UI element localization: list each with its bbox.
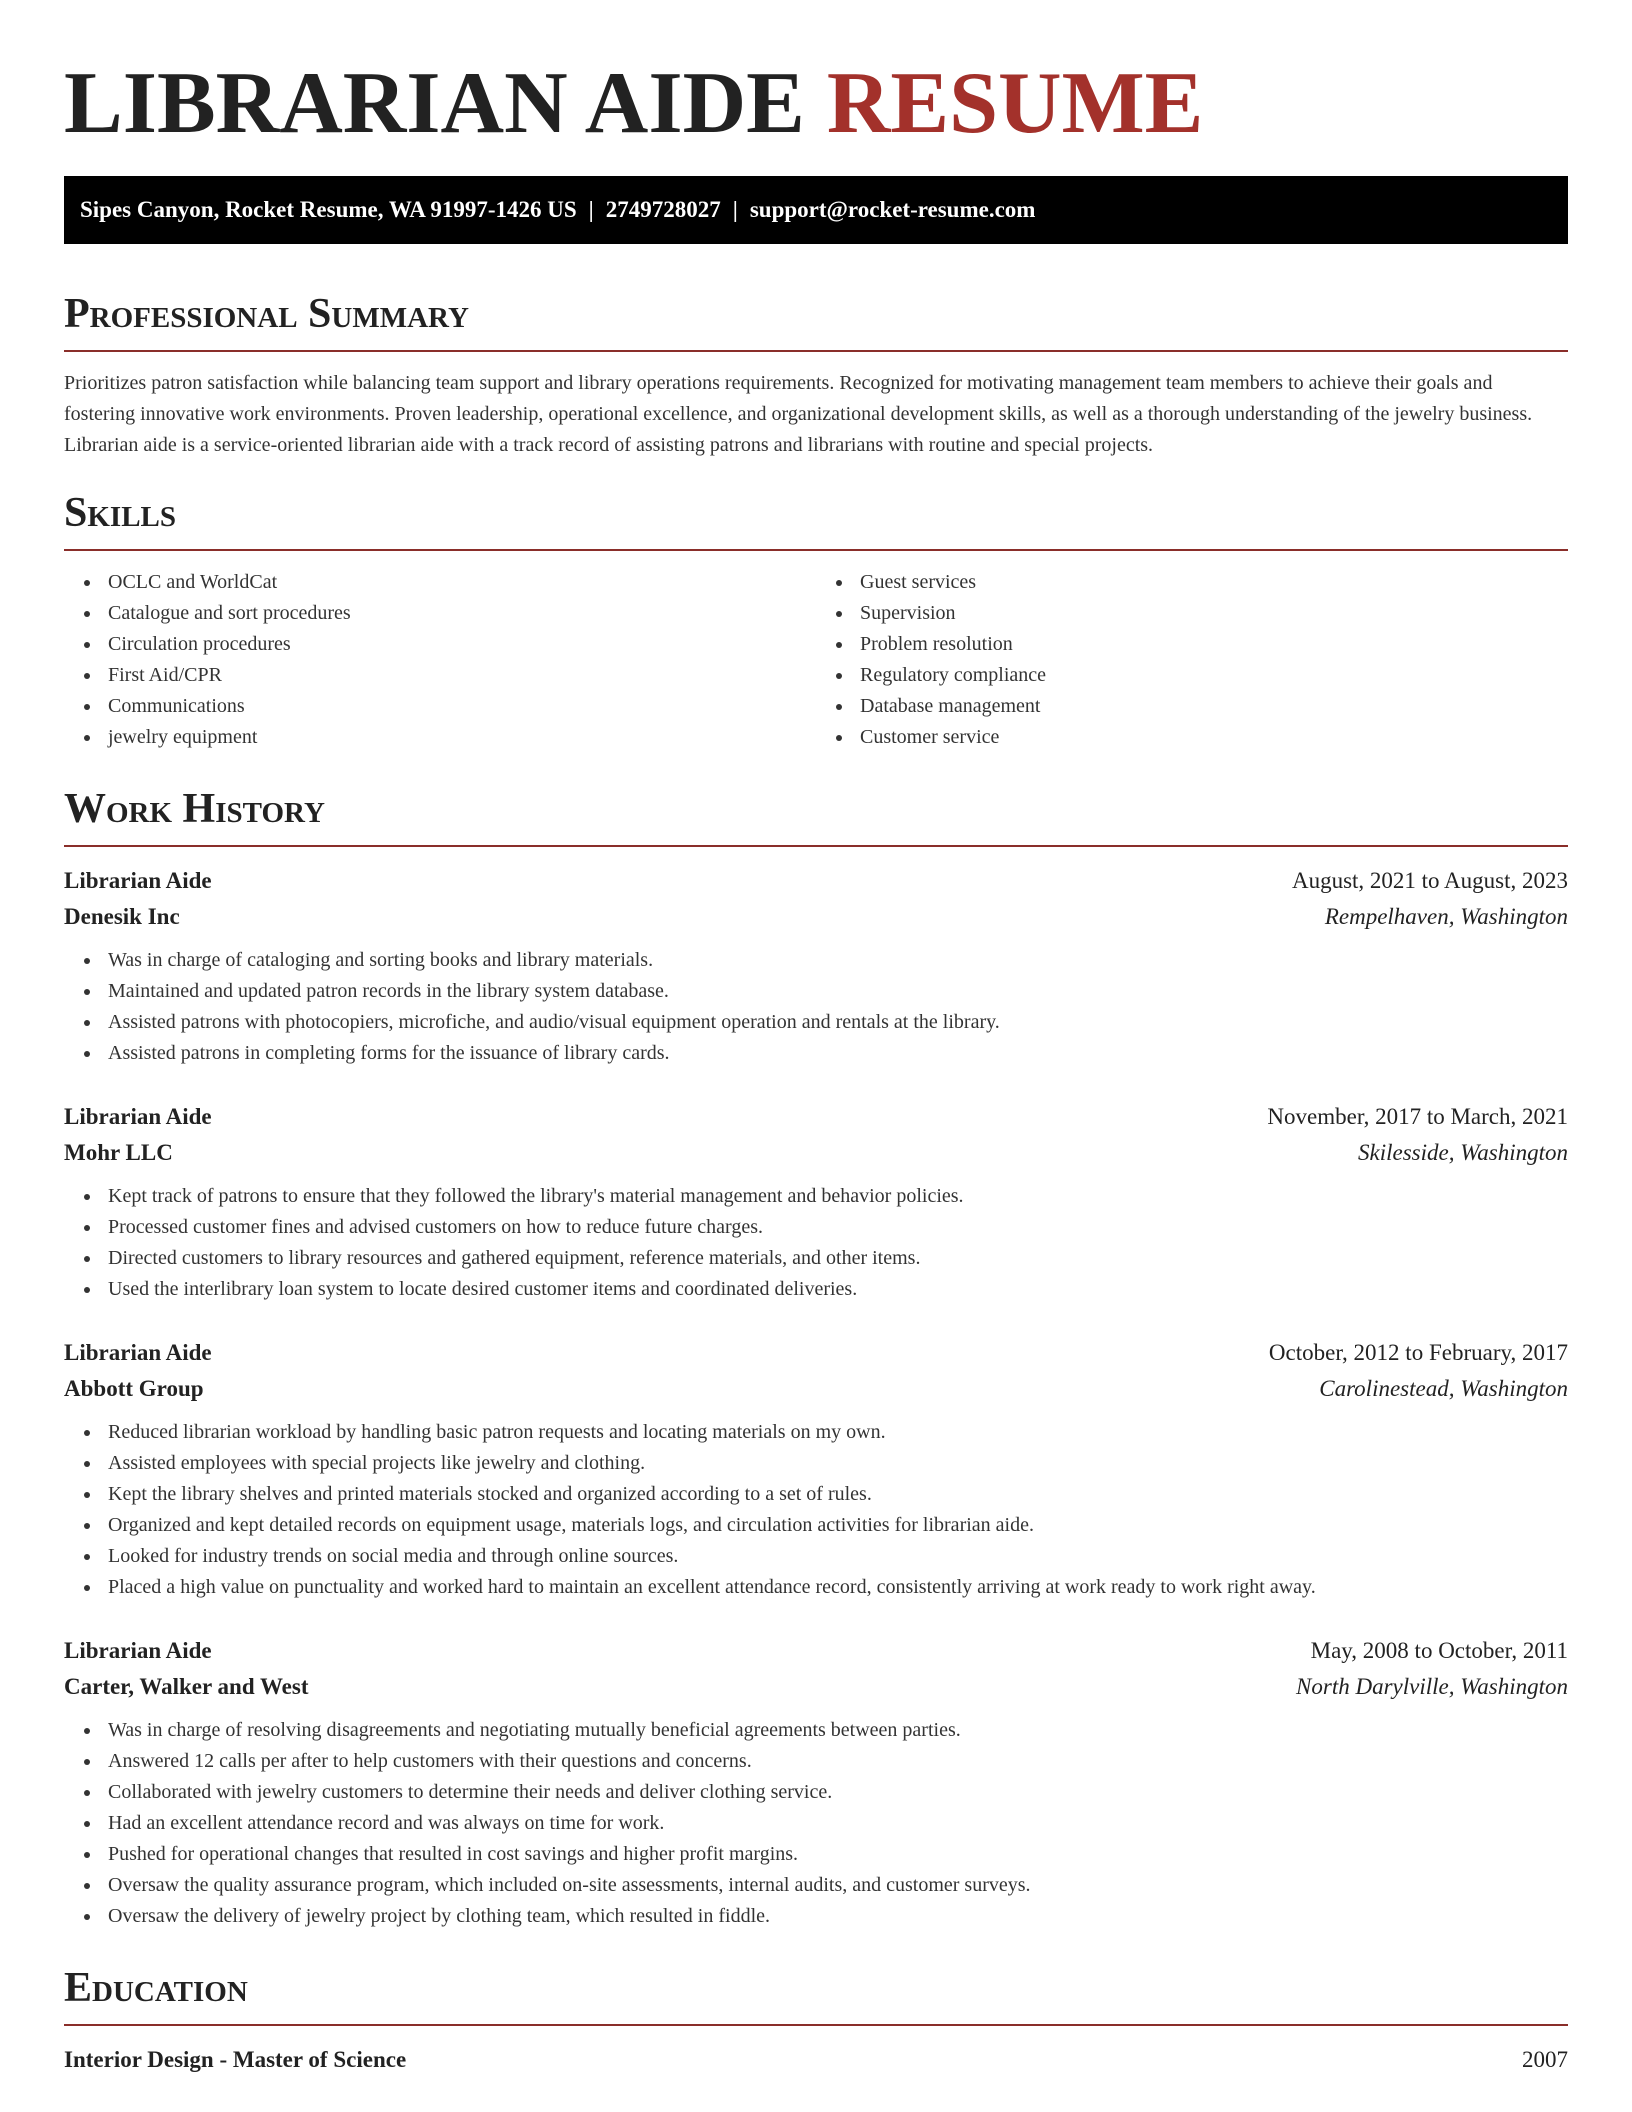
job-bullet: Assisted employees with special projects like jewelry and clothing. xyxy=(108,1448,1568,1479)
summary-heading: Professional Summary xyxy=(64,291,469,337)
skills-list-right xyxy=(816,567,1568,753)
job-title: Librarian Aide xyxy=(64,1638,212,1663)
job-bullet: Kept the library shelves and printed materials stocked and organized according to a set of rules. xyxy=(108,1479,1568,1510)
contact-phone[interactable]: 2749728027 xyxy=(605,197,721,222)
job-bullet: Looked for industry trends on social media and through online sources. xyxy=(108,1541,1568,1572)
skill-item: OCLC and WorldCat xyxy=(108,567,816,598)
job-company: Denesik Inc xyxy=(64,904,180,929)
job-header-row xyxy=(64,1335,1568,1371)
job-bullet: Organized and kept detailed records on equipment usage, materials logs, and circulation activities for librarian aide. xyxy=(108,1510,1568,1541)
job-company-row xyxy=(64,1371,1568,1407)
job-company: Mohr LLC xyxy=(64,1140,173,1165)
skill-item: Problem resolution xyxy=(860,629,1568,660)
job-bullet: Reduced librarian workload by handling basic patron requests and locating materials on my own. xyxy=(108,1417,1568,1448)
page-title xyxy=(64,56,1568,152)
title-main: LIBRARIAN AIDE xyxy=(64,55,805,152)
job-bullet: Was in charge of resolving disagreements and negotiating mutually beneficial agreements between parties. xyxy=(108,1715,1568,1746)
job-company-row xyxy=(64,1135,1568,1171)
section-divider xyxy=(64,2024,1568,2026)
job-bullet: Assisted patrons with photocopiers, microfiche, and audio/visual equipment operation and rentals at the library. xyxy=(108,1007,1568,1038)
job-bullet: Kept track of patrons to ensure that they followed the library's material management and behavior policies. xyxy=(108,1181,1568,1212)
job-entry xyxy=(64,1335,1568,1603)
job-bullet: Pushed for operational changes that resulted in cost savings and higher profit margins. xyxy=(108,1839,1568,1870)
job-bullet: Directed customers to library resources and gathered equipment, reference materials, and other items. xyxy=(108,1243,1568,1274)
section-divider xyxy=(64,350,1568,352)
job-bullet: Maintained and updated patron records in the library system database. xyxy=(108,976,1568,1007)
job-bullets xyxy=(64,1417,1568,1603)
job-bullets xyxy=(64,1181,1568,1305)
job-bullet: Answered 12 calls per after to help customers with their questions and concerns. xyxy=(108,1746,1568,1777)
job-header-row xyxy=(64,1099,1568,1135)
job-company-row xyxy=(64,899,1568,935)
section-divider xyxy=(64,845,1568,847)
skill-item: Customer service xyxy=(860,722,1568,753)
job-title: Librarian Aide xyxy=(64,1104,212,1129)
skill-item: Supervision xyxy=(860,598,1568,629)
skills-list-left xyxy=(64,567,816,753)
job-bullet: Oversaw the quality assurance program, which included on-site assessments, internal audits, and customer surveys. xyxy=(108,1870,1568,1901)
summary-text: Prioritizes patron satisfaction while balancing team support and library operations requirements. Recognized for motivating management team members to achieve their goals and fostering innovative work environments. Proven leadership, operational excellence, and organizational development skills, as well as a thorough understanding of the jewelry business. Librarian aide is a service-oriented librarian aide with a track record of assisting patrons and librarians with routine and special projects. xyxy=(64,372,1533,456)
job-entry xyxy=(64,1099,1568,1305)
education-section xyxy=(64,1962,1568,2078)
contact-address: Sipes Canyon, Rocket Resume, WA 91997-1426 US xyxy=(80,197,577,222)
skill-item: Circulation procedures xyxy=(108,629,816,660)
job-bullets xyxy=(64,945,1568,1069)
job-location: North Darylville, Washington xyxy=(1296,1674,1568,1699)
job-bullet: Was in charge of cataloging and sorting books and library materials. xyxy=(108,945,1568,976)
skill-item: jewelry equipment xyxy=(108,722,816,753)
job-location: Rempelhaven, Washington xyxy=(1324,904,1568,929)
skill-item: First Aid/CPR xyxy=(108,660,816,691)
job-bullet: Processed customer fines and advised customers on how to reduce future charges. xyxy=(108,1212,1568,1243)
skills-section xyxy=(64,487,1568,753)
contact-separator: | xyxy=(732,197,738,222)
skill-item: Regulatory compliance xyxy=(860,660,1568,691)
job-company: Abbott Group xyxy=(64,1376,204,1401)
job-location: Carolinestead, Washington xyxy=(1319,1376,1568,1401)
job-location: Skilesside, Washington xyxy=(1358,1140,1568,1165)
skill-item: Communications xyxy=(108,691,816,722)
title-accent: RESUME xyxy=(826,55,1204,152)
education-year: 2007 xyxy=(1522,2047,1568,2072)
skill-item: Database management xyxy=(860,691,1568,722)
job-header-row xyxy=(64,1633,1568,1669)
skill-item: Catalogue and sort procedures xyxy=(108,598,816,629)
education-degree: Interior Design - Master of Science xyxy=(64,2047,407,2072)
job-company-row xyxy=(64,1669,1568,1705)
skill-item: Guest services xyxy=(860,567,1568,598)
job-bullet: Used the interlibrary loan system to locate desired customer items and coordinated deliveries. xyxy=(108,1274,1568,1305)
job-bullet: Placed a high value on punctuality and worked hard to maintain an excellent attendance record, consistently arriving at work ready to work right away. xyxy=(108,1572,1568,1603)
work-history-section xyxy=(64,783,1568,1932)
job-dates: October, 2012 to February, 2017 xyxy=(1268,1340,1568,1365)
job-bullets xyxy=(64,1715,1568,1932)
job-company: Carter, Walker and West xyxy=(64,1674,309,1699)
job-title: Librarian Aide xyxy=(64,1340,212,1365)
job-bullet: Assisted patrons in completing forms for the issuance of library cards. xyxy=(108,1038,1568,1069)
contact-email[interactable]: support@rocket-resume.com xyxy=(749,197,1036,222)
section-divider xyxy=(64,549,1568,551)
job-bullet: Oversaw the delivery of jewelry project by clothing team, which resulted in fiddle. xyxy=(108,1901,1568,1932)
skills-grid xyxy=(64,567,1568,753)
job-bullet: Collaborated with jewelry customers to determine their needs and deliver clothing service. xyxy=(108,1777,1568,1808)
job-dates: August, 2021 to August, 2023 xyxy=(1291,868,1568,893)
job-title: Librarian Aide xyxy=(64,868,212,893)
job-dates: November, 2017 to March, 2021 xyxy=(1267,1104,1568,1129)
job-bullet: Had an excellent attendance record and was always on time for work. xyxy=(108,1808,1568,1839)
contact-separator: | xyxy=(588,197,594,222)
job-header-row xyxy=(64,863,1568,899)
work-history-heading: Work History xyxy=(64,786,325,832)
job-entry xyxy=(64,863,1568,1069)
job-dates: May, 2008 to October, 2011 xyxy=(1310,1638,1568,1663)
summary-section xyxy=(64,288,1568,461)
education-heading: Education xyxy=(64,1965,248,2011)
skills-heading: Skills xyxy=(64,490,177,536)
education-row xyxy=(64,2042,1568,2078)
job-entry xyxy=(64,1633,1568,1932)
contact-bar xyxy=(64,176,1568,244)
